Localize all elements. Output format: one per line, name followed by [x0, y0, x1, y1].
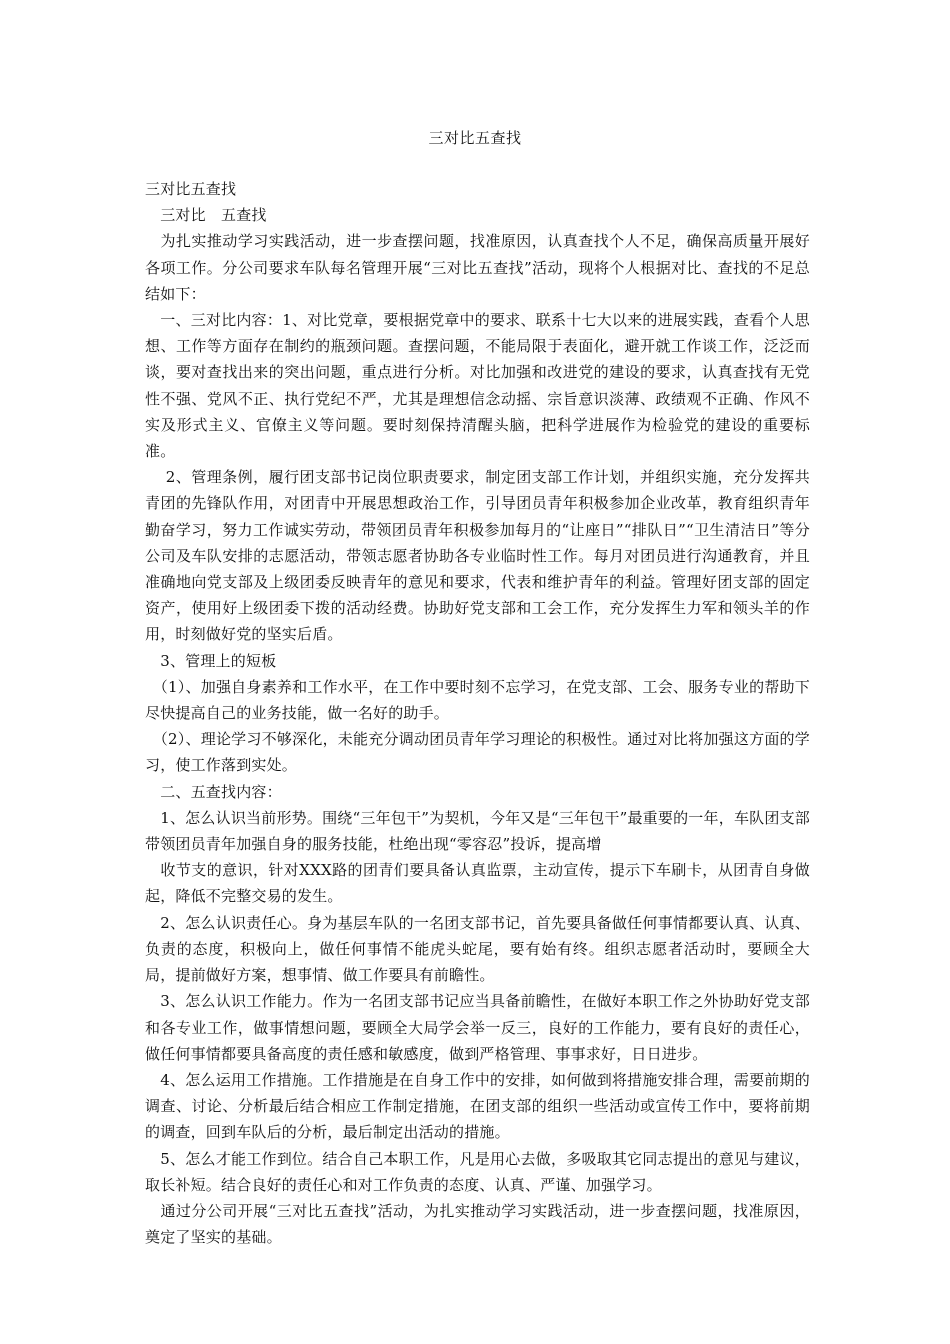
body-paragraph-shortcoming-1: （1）、加强自身素养和工作水平，在工作中要时刻不忘学习，在党支部、工会、服务专业的帮助下尽快提高自己的业务技能，做一名好的助手。 [145, 677, 810, 723]
body-paragraph-intro: 为扎实推动学习实践活动，进一步查摆问题，找准原因，认真查找个人不足，确保高质量开展好各项工作。分公司要求车队每名管理开展“三对比五查找”活动，现将个人根据对比、查找的不足总结如下： [145, 232, 810, 303]
body-paragraph-search-3: 3、怎么认识工作能力。作为一名团支部书记应当具备前瞻性，在做好本职工作之外协助好党支部和各专业工作，做事情想问题，要顾全大局学会举一反三，良好的工作能力，要有良好的责任心，做任何事情都要具备高度的责任感和敏感度，做到严格管理、事事求好，日日进步。 [145, 992, 810, 1063]
body-paragraph-search-1-cont: 收节支的意识，针对XXX路的团青们要具备认真监票，主动宣传，提示下车刷卡，从团青自身做起，降低不完整交易的发生。 [145, 861, 810, 906]
body-paragraph-search-2: 2、怎么认识责任心。身为基层车队的一名团支部书记，首先要具备做任何事情都要认真、认真、负责的态度，积极向上，做任何事情不能虎头蛇尾，要有始有终。组织志愿者活动时，要顾全大局，提前做好方案，想事情、做工作要具有前瞻性。 [145, 913, 810, 985]
body-paragraph-shortcoming-2: （2）、理论学习不够深化，未能充分调动团员青年学习理论的积极性。通过对比将加强这方面的学习，使工作落到实处。 [145, 730, 810, 775]
body-paragraph-shortcomings-heading: 3、管理上的短板 [145, 651, 277, 670]
document-body [145, 176, 810, 1250]
body-paragraph-search-1: 1、怎么认识当前形势。围绕“三年包干”为契机，今年又是“三年包干”最重要的一年，车队团支部带领团员青年加强自身的服务技能，杜绝出现“零容忍”投诉，提高增 [145, 808, 810, 854]
body-paragraph-three-comparisons: 一、三对比内容：1、对比党章，要根据党章中的要求、联系十七大以来的进展实践，查看个人思想、工作等方面存在制约的瓶颈问题。查摆问题，不能局限于表面化，避开就工作谈工作，泛泛而谈，要对查找出来的突出问题，重点进行分析。对比加强和改进党的建设的要求，认真查找有无党性不强、党风不正、执行党纪不严，尤其是理想信念动摇、宗旨意识淡薄、政绩观不正确、作风不实及形式主义、官僚主义等问题。要时刻保持清醒头脑，把科学进展作为检验党的建设的重要标准。 [145, 311, 810, 461]
body-paragraph-search-5: 5、怎么才能工作到位。结合自己本职工作，凡是用心去做，多吸取其它同志提出的意见与建议，取长补短。结合良好的责任心和对工作负责的态度、认真、严谨、加强学习。 [145, 1149, 810, 1194]
body-paragraph-conclusion: 通过分公司开展“三对比五查找”活动，为扎实推动学习实践活动，进一步查摆问题，找准原因，奠定了坚实的基础。 [145, 1201, 810, 1247]
body-paragraph-management-rules: 2、管理条例，履行团支部书记岗位职责要求，制定团支部工作计划，并组织实施，充分发挥共青团的先锋队作用，对团青中开展思想政治工作，引导团员青年积极参加企业改革，教育组织青年勤奋学习，努力工作诚实劳动，带领团员青年积极参加每月的“让座日”“排队日”“卫生清洁日”等分公司及车队安排的志愿活动，带领志愿者协助各专业临时性工作。每月对团员进行沟通教育，并且准确地向党支部及上级团委反映青年的意见和要求，代表和维护青年的利益。管理好团支部的固定资产，使用好上级团委下拨的活动经费。协助好党支部和工会工作，充分发挥生力军和领头羊的作用，时刻做好党的坚实后盾。 [145, 468, 810, 644]
body-paragraph-five-searches-heading: 二、五查找内容： [145, 782, 282, 801]
document-title: 三对比五查找 [428, 129, 522, 147]
body-paragraph-subtitle: 三对比五查找 [145, 180, 237, 198]
body-paragraph-heading: 三对比 五查找 [145, 206, 267, 225]
body-paragraph-search-4: 4、怎么运用工作措施。工作措施是在自身工作中的安排，如何做到将措施安排合理，需要前期的调查、讨论、分析最后结合相应工作制定措施，在团支部的组织一些活动或宣传工作中，要将前期的调查，回到车队后的分析，最后制定出活动的措施。 [145, 1070, 810, 1142]
